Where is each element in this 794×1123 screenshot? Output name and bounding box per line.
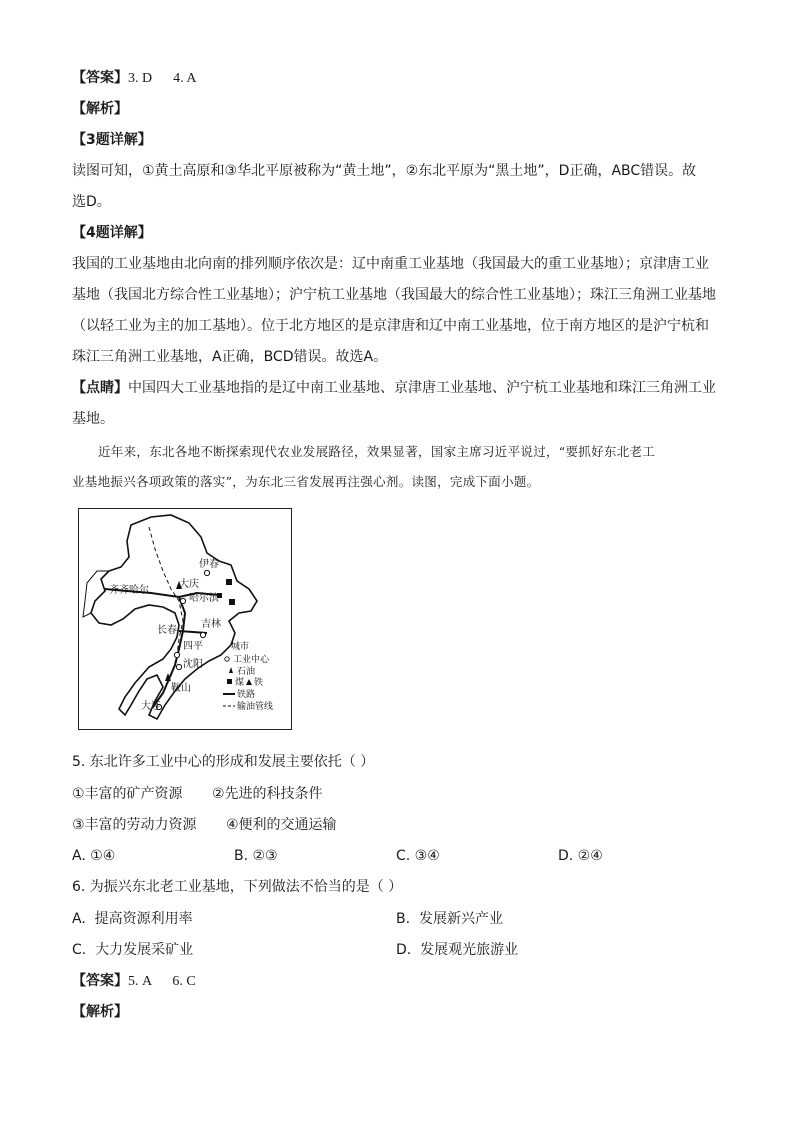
comment-tag: 【点睛】 (72, 380, 128, 396)
q4-detail-tag: 【4题详解】 (72, 225, 152, 241)
answer-tag: 【答案】 (72, 70, 128, 86)
q5-item-2: ②先进的科技条件 (212, 786, 323, 802)
city-label-dalian: 大连 (141, 701, 161, 712)
answer-tag-2: 【答案】 (72, 973, 128, 989)
answer-values: 3. D 4. A (128, 71, 197, 86)
comment-line-1 (72, 378, 716, 398)
answer-line-2 (72, 971, 196, 992)
q5-stem: 5. 东北许多工业中心的形成和发展主要依托（ ） (72, 754, 375, 770)
legend-oil: 石油 (237, 667, 256, 677)
comment-text: 中国四大工业基地指的是辽中南工业基地、京津唐工业基地、沪宁杭工业基地和珠江三角洲工业 (128, 380, 716, 396)
answer-values-2: 5. A 6. C (128, 974, 196, 989)
legend-oil-pipeline: 输油管线 (237, 702, 274, 712)
q5-option-d[interactable]: D. ②④ (558, 848, 603, 864)
city-label-qiqihar: 齐齐哈尔 (109, 585, 149, 596)
analysis-tag-1: 【解析】 (72, 101, 128, 117)
map-svg (79, 509, 290, 728)
coast-shade (83, 571, 109, 617)
city-label-shenyang: 沈阳 (183, 659, 203, 670)
legend-iron: 铁 (254, 678, 264, 688)
passage-line-1: 近年来，东北各地不断探索现代农业发展路径，效果显著，国家主席习近平说过，“要抓好东北老工 (98, 444, 656, 459)
city-label-siping: 四平 (183, 641, 203, 652)
q4-detail-line-1: 我国的工业基地由北向南的排列顺序依次是：辽中南重工业基地（我国最大的重工业基地）；京津唐工业 (72, 256, 709, 272)
city-label-daqing: 大庆 (179, 579, 199, 590)
reading-passage-2 (72, 467, 732, 497)
q5-item-1: ①丰富的矿产资源 (72, 786, 183, 802)
reading-passage (72, 437, 732, 467)
q6-stem: 6. 为振兴东北老工业基地，下列做法不恰当的是（ ） (72, 879, 403, 895)
q5-item-3: ③丰富的劳动力资源 (72, 817, 197, 833)
passage-line-2: 业基地振兴各项政策的落实”，为东北三省发展再注强心剂。读图，完成下面小题。 (72, 474, 540, 489)
q3-detail-line-2: 选D。 (72, 194, 111, 210)
q6-option-c[interactable]: C. 大力发展采矿业 (72, 942, 194, 958)
legend-city: 城市 (231, 642, 250, 652)
city-label-yichun: 伊春 (199, 559, 219, 570)
q4-detail-line-3: （以轻工业为主的加工基地）。位于北方地区的是京津唐和辽中南工业基地，位于南方地区的是沪宁杭和 (72, 318, 709, 334)
city-label-changchun: 长春 (157, 625, 177, 636)
q5-option-b[interactable]: B. ②③ (234, 848, 278, 864)
legend-railway: 铁路 (237, 690, 256, 700)
analysis-tag-2: 【解析】 (72, 1004, 128, 1020)
q4-detail-line-2: 基地（我国北方综合性工业基地）；沪宁杭工业基地（我国最大的综合性工业基地）；珠江三角洲工业基地 (72, 287, 716, 303)
q4-detail-line-4: 珠江三角洲工业基地，A正确，BCD错误。故选A。 (72, 349, 388, 365)
q5-option-c[interactable]: C. ③④ (396, 848, 440, 864)
city-label-anshan: 鞍山 (171, 683, 191, 694)
answer-line-1 (72, 68, 196, 89)
q3-detail-tag: 【3题详解】 (72, 132, 152, 148)
comment-line-2: 基地。 (72, 411, 114, 427)
q3-detail-line-1: 读图可知，①黄土高原和③华北平原被称为“黄土地”，②东北平原为“黑土地”，D正确，ABC错误。故 (72, 163, 697, 179)
city-label-harbin: 哈尔滨 (189, 593, 219, 604)
q6-option-b[interactable]: B. 发展新兴产业 (396, 911, 503, 927)
q6-option-d[interactable]: D. 发展观光旅游业 (396, 942, 519, 958)
map-legend (223, 640, 273, 712)
city-label-jilin: 吉林 (201, 619, 221, 630)
northeast-china-map (78, 508, 292, 730)
legend-industrial-center: 工业中心 (233, 655, 270, 665)
q6-option-a[interactable]: A. 提高资源利用率 (72, 911, 193, 927)
q5-option-a[interactable]: A. ①④ (72, 848, 116, 864)
legend-coal: 煤 (235, 678, 245, 688)
q5-item-4: ④便利的交通运输 (226, 817, 337, 833)
